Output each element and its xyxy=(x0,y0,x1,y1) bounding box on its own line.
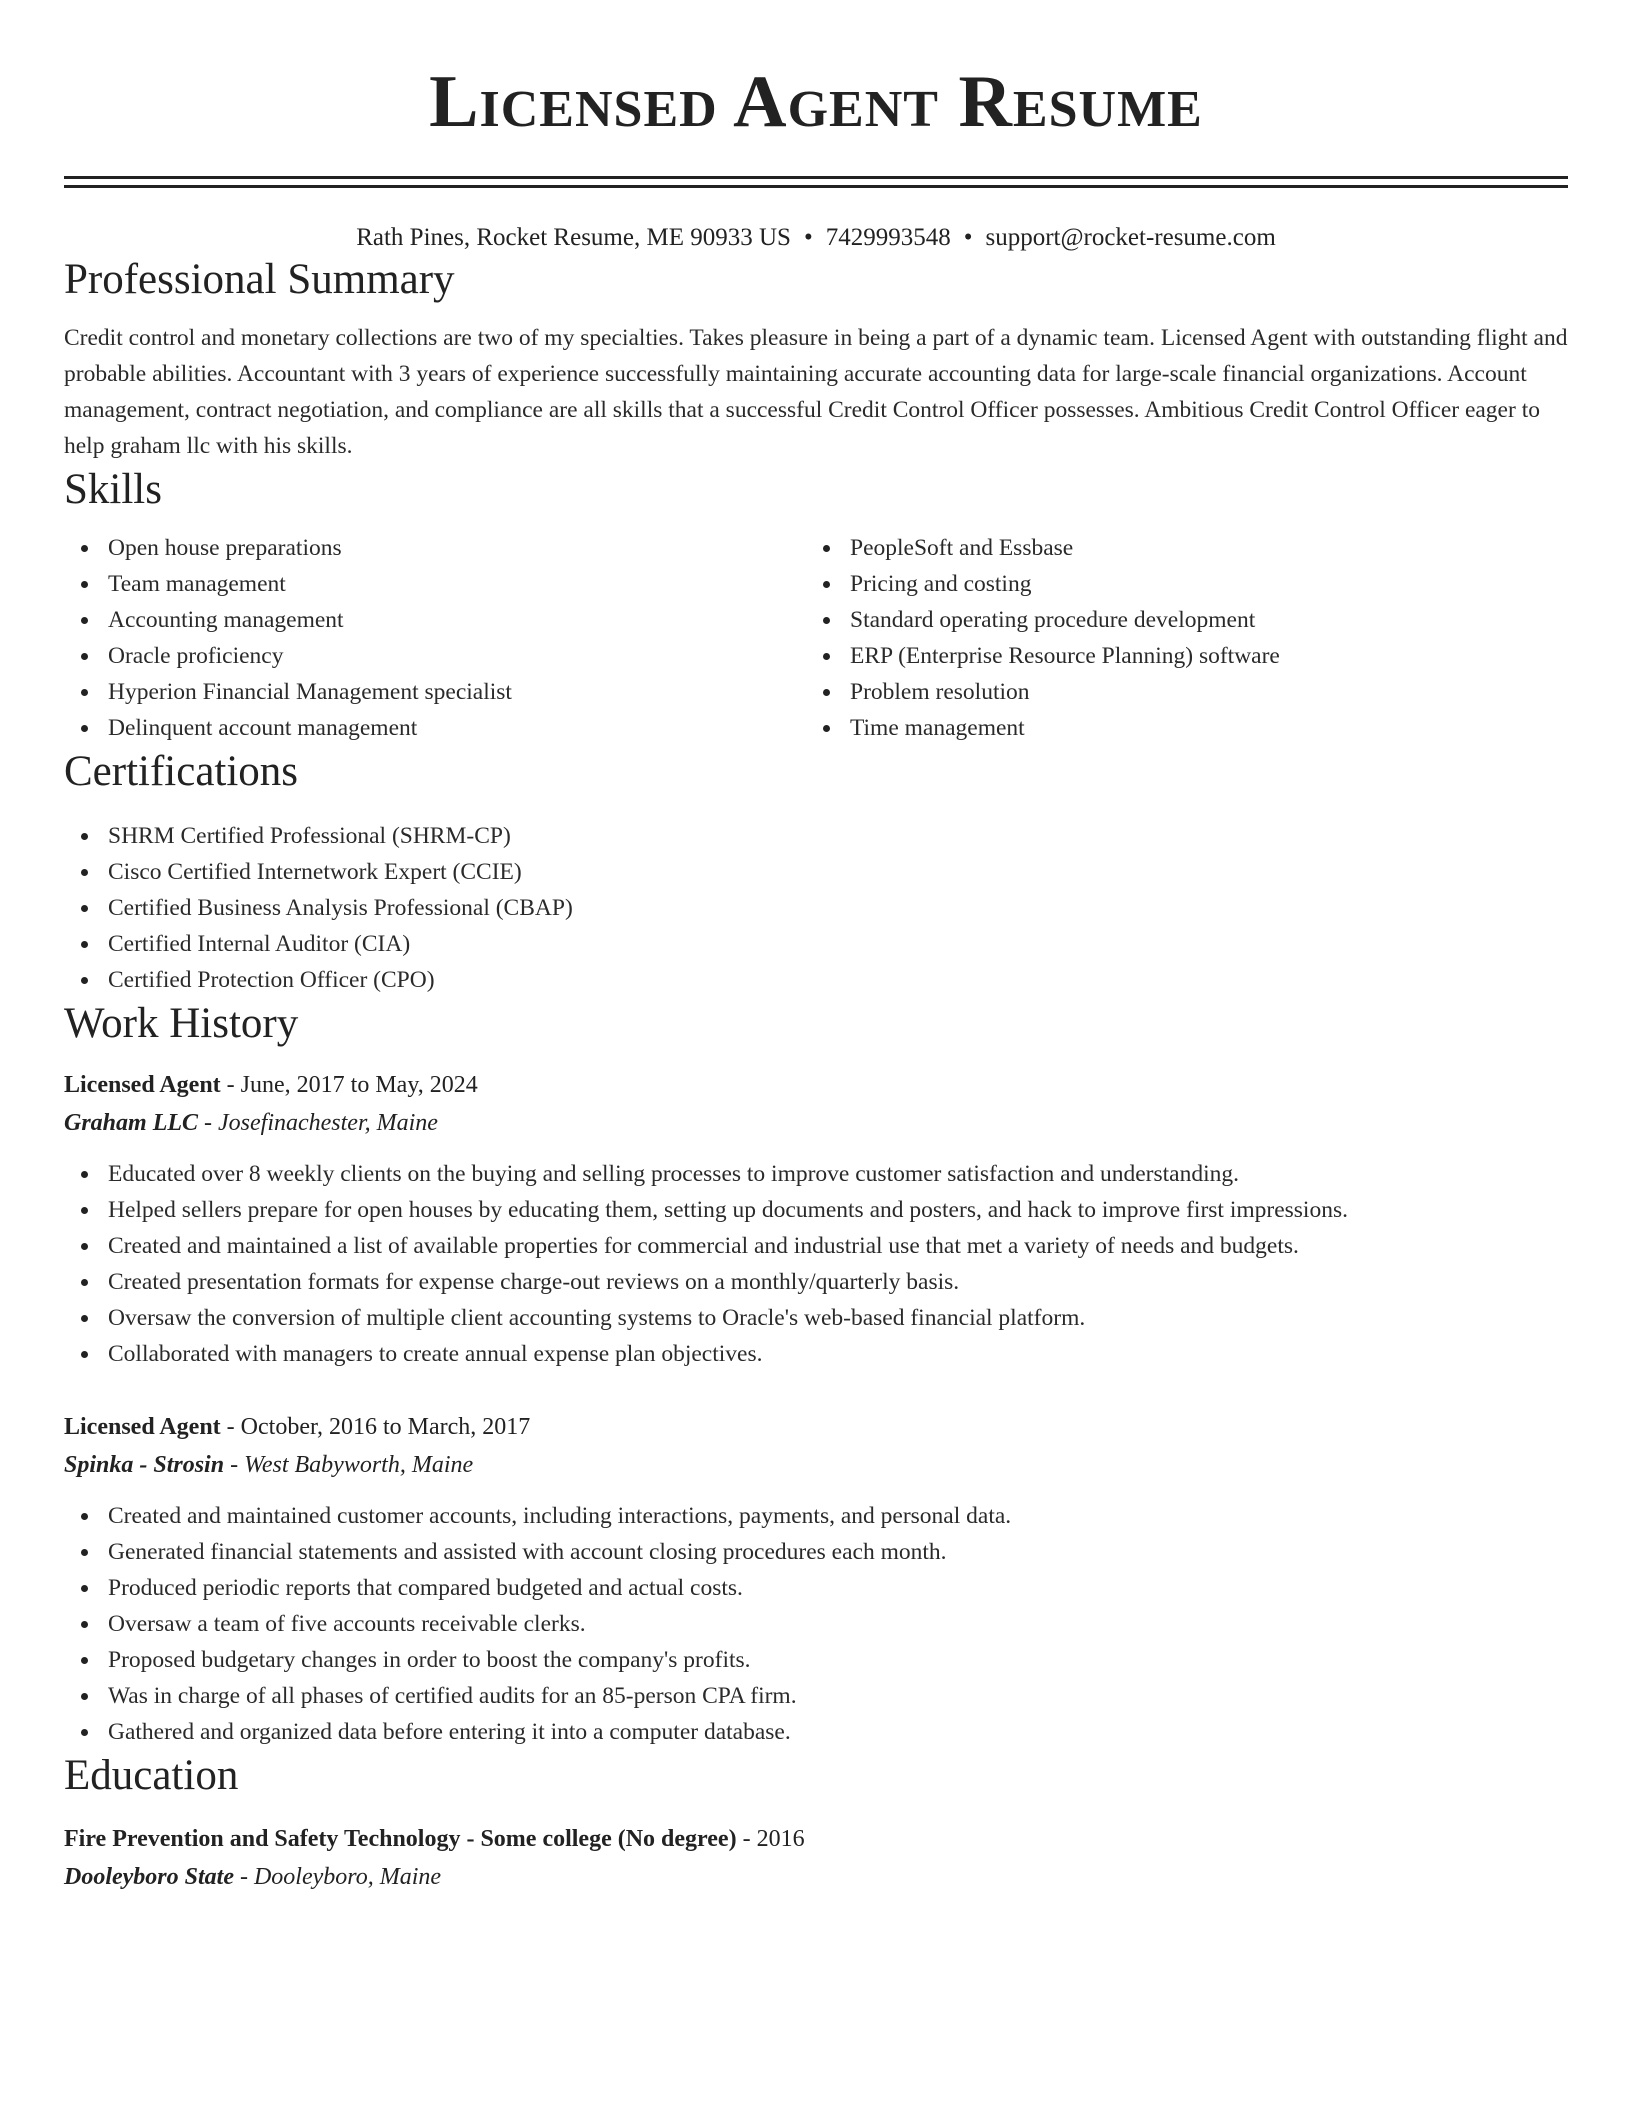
skills-column-left xyxy=(64,530,806,746)
job-location: - Josefinachester, Maine xyxy=(198,1110,438,1136)
skills-list-right xyxy=(806,530,1548,746)
resume-page xyxy=(64,0,1568,1896)
job-title: Licensed Agent xyxy=(64,1072,221,1098)
skills-columns xyxy=(64,530,1568,746)
job-duty-item: Generated financial statements and assisted with account closing procedures each month. xyxy=(64,1534,1568,1570)
job-duty-item: Was in charge of all phases of certified audits for an 85-person CPA firm. xyxy=(64,1678,1568,1714)
job-dates: - June, 2017 to May, 2024 xyxy=(220,1072,478,1098)
work-history-heading: Work History xyxy=(64,1000,299,1047)
skill-item: Accounting management xyxy=(64,602,806,638)
skill-item: Pricing and costing xyxy=(806,566,1548,602)
job-entry xyxy=(64,1408,1568,1750)
contact-phone: 7429993548 xyxy=(825,224,951,251)
job-duty-item: Produced periodic reports that compared budgeted and actual costs. xyxy=(64,1570,1568,1606)
skill-item: Delinquent account management xyxy=(64,710,806,746)
job-duty-item: Helped sellers prepare for open houses by educating them, setting up documents and posters, and hack to improve first impressions. xyxy=(64,1192,1568,1228)
job-duty-item: Proposed budgetary changes in order to boost the company's profits. xyxy=(64,1642,1568,1678)
certification-item: Certified Internal Auditor (CIA) xyxy=(64,926,1568,962)
title-word: RESUME xyxy=(958,61,1203,143)
contact-email: support@rocket-resume.com xyxy=(985,224,1276,251)
contact-separator: • xyxy=(803,224,813,251)
skill-item: ERP (Enterprise Resource Planning) software xyxy=(806,638,1548,674)
education-year: - 2016 xyxy=(736,1826,805,1852)
education-heading: Education xyxy=(64,1752,239,1799)
contact-address: Rath Pines, Rocket Resume, ME 90933 US xyxy=(356,224,791,251)
job-title-line xyxy=(64,1408,1568,1446)
skill-item: Hyperion Financial Management specialist xyxy=(64,674,806,710)
skill-item: Oracle proficiency xyxy=(64,638,806,674)
summary-text: Credit control and monetary collections are two of my specialties. Takes pleasure in being a part of a dynamic team. Licensed Agent with outstanding flight and probable abilities. Accountant with 3 years of experience successfully maintaining accurate accounting data for large-scale financial organizations. Account management, contract negotiation, and compliance are all skills that a successful Credit Control Officer possesses. Ambitious Credit Control Officer eager to help graham llc with his skills. xyxy=(64,325,1568,459)
job-duties-list xyxy=(64,1156,1568,1372)
certification-item: Certified Protection Officer (CPO) xyxy=(64,962,1568,998)
education-degree: Fire Prevention and Safety Technology - Some college (No degree) xyxy=(64,1826,737,1852)
job-duties-list xyxy=(64,1498,1568,1750)
title-word: LICENSED xyxy=(429,61,718,143)
summary-heading: Professional Summary xyxy=(64,256,455,303)
skill-item: PeopleSoft and Essbase xyxy=(806,530,1548,566)
skill-item: Open house preparations xyxy=(64,530,806,566)
page-title xyxy=(64,0,1568,150)
job-duty-item: Created presentation formats for expense charge-out reviews on a monthly/quarterly basis. xyxy=(64,1264,1568,1300)
job-dates: - October, 2016 to March, 2017 xyxy=(220,1414,531,1440)
skills-heading: Skills xyxy=(64,466,162,513)
skill-item: Problem resolution xyxy=(806,674,1548,710)
title-divider-top xyxy=(64,176,1568,179)
job-duty-item: Created and maintained a list of available properties for commercial and industrial use that met a variety of needs and budgets. xyxy=(64,1228,1568,1264)
job-location: - West Babyworth, Maine xyxy=(224,1452,474,1478)
job-employer: Spinka - Strosin xyxy=(64,1452,225,1478)
job-employer-line xyxy=(64,1446,1568,1484)
job-duty-item: Created and maintained customer accounts, including interactions, payments, and personal data. xyxy=(64,1498,1568,1534)
skill-item: Standard operating procedure development xyxy=(806,602,1548,638)
skills-column-right xyxy=(806,530,1548,746)
contact-separator: • xyxy=(963,224,973,251)
certification-item: SHRM Certified Professional (SHRM-CP) xyxy=(64,818,1568,854)
skills-list-left xyxy=(64,530,806,746)
certification-item: Cisco Certified Internetwork Expert (CCIE) xyxy=(64,854,1568,890)
education-location: - Dooleyboro, Maine xyxy=(233,1864,442,1890)
job-duty-item: Collaborated with managers to create annual expense plan objectives. xyxy=(64,1336,1568,1372)
education-degree-line xyxy=(64,1820,1568,1858)
job-duty-item: Gathered and organized data before entering it into a computer database. xyxy=(64,1714,1568,1750)
certifications-list xyxy=(64,818,1568,998)
job-duty-item: Oversaw a team of five accounts receivable clerks. xyxy=(64,1606,1568,1642)
education-school-line xyxy=(64,1858,1568,1896)
job-duty-item: Oversaw the conversion of multiple client accounting systems to Oracle's web-based financial platform. xyxy=(64,1300,1568,1336)
job-title-line xyxy=(64,1066,1568,1104)
title-word: AGENT xyxy=(733,61,939,143)
certification-item: Certified Business Analysis Professional (CBAP) xyxy=(64,890,1568,926)
skill-item: Team management xyxy=(64,566,806,602)
education-entry xyxy=(64,1820,1568,1896)
title-divider-bottom xyxy=(64,185,1568,188)
job-title: Licensed Agent xyxy=(64,1414,221,1440)
contact-line xyxy=(64,222,1568,254)
certifications-heading: Certifications xyxy=(64,748,299,795)
job-employer: Graham LLC xyxy=(64,1110,199,1136)
education-school: Dooleyboro State xyxy=(64,1864,234,1890)
skill-item: Time management xyxy=(806,710,1548,746)
job-duty-item: Educated over 8 weekly clients on the buying and selling processes to improve customer satisfaction and understanding. xyxy=(64,1156,1568,1192)
job-entry xyxy=(64,1066,1568,1372)
job-employer-line xyxy=(64,1104,1568,1142)
